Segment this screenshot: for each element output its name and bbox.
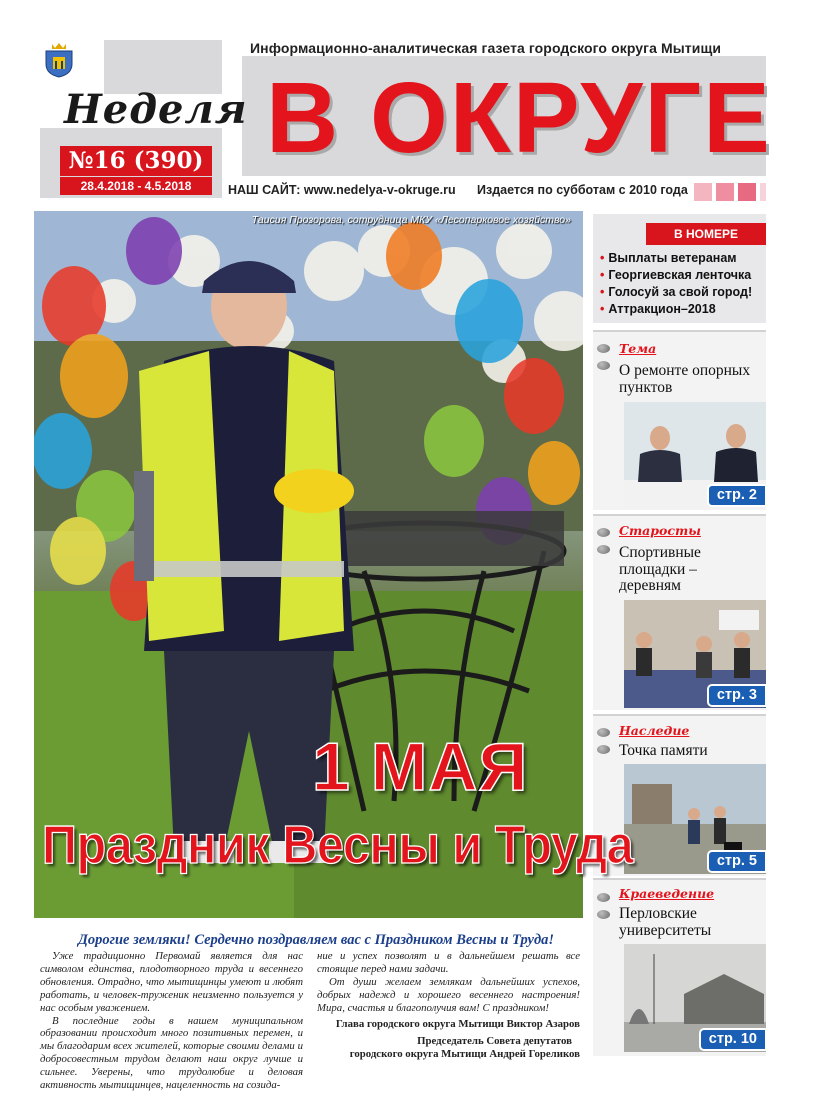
article-category: Наследие (619, 723, 690, 738)
decor-square (716, 183, 734, 201)
article-category: Старосты (619, 523, 701, 538)
greeting-paragraph: ние и успех позволят и в дальнейшем решать все стоящие перед нами задачи. (317, 950, 580, 975)
article-category: Тема (619, 341, 657, 356)
in-issue-label: В НОМЕРЕ (646, 223, 766, 245)
issue-dates: 28.4.2018 - 4.5.2018 (60, 177, 212, 195)
page-badge[interactable]: стр. 3 (709, 686, 765, 705)
article-thumbnail[interactable] (624, 944, 766, 1052)
masthead-title: В ОКРУГЕ (266, 62, 772, 174)
article-title[interactable]: Перловские университеты (619, 905, 712, 939)
decor-square (760, 183, 766, 201)
in-issue-list (600, 250, 752, 318)
bullet-icon: • (600, 251, 605, 265)
decor-square (694, 183, 712, 201)
greeting-column-1 (40, 950, 303, 1092)
bullet-icon: • (600, 268, 605, 282)
brand-small: Неделя (64, 86, 248, 133)
signature-council-name: городского округа Мытищи Андрей Гореликов (349, 1048, 580, 1060)
tagline: Информационно-аналитическая газета городского округа Мытищи (250, 40, 722, 56)
article-title[interactable]: Спортивные площадки – деревням (619, 544, 701, 594)
page-badge[interactable]: стр. 10 (701, 1030, 765, 1049)
headline-holiday: Праздник Весны и Труда (42, 815, 634, 875)
photo-caption: Таисия Прозорова, сотрудница МКУ «Лесопарковое хозяйство» (251, 214, 571, 226)
issue-number: №16 (390) (60, 146, 212, 176)
cover-illustration (34, 211, 583, 918)
greeting-paragraph: В последние годы в нашем муниципальном образовании происходит много позитивных перемен, и мы благодарим всех жителей, которые своими делами и добросовестным трудом делают наш округ лучше и сильнее. Уверены, что трудолюбие и деловая активность мытищинцев, нацеленность на созида- (40, 1014, 303, 1092)
decor-square (738, 183, 756, 201)
article-category: Краеведение (619, 886, 715, 901)
headline-date: 1 МАЯ (312, 729, 529, 805)
article-thumbnail[interactable] (624, 402, 766, 508)
coat-of-arms-icon (44, 42, 74, 78)
publishing-info: Издается по субботам с 2010 года (477, 183, 688, 197)
signature-council-title: Председатель Совета депутатов (417, 1035, 572, 1047)
bullet-icon: • (600, 285, 605, 299)
article-thumbnail[interactable] (624, 600, 766, 708)
bullet-icons (597, 893, 613, 927)
greeting-paragraph: От души желаем землякам дальнейших успехов, добрых надежд и хорошего весеннего настроения! Мира, счастья и благополучия вам! С праздником! (317, 975, 580, 1014)
article-thumbnail[interactable] (624, 764, 766, 874)
website-link[interactable]: НАШ САЙТ: www.nedelya-v-okruge.ru (228, 183, 456, 197)
bullet-icon: • (600, 302, 605, 316)
in-issue-item[interactable]: • Георгиевская ленточка (600, 268, 752, 282)
page-badge[interactable]: стр. 5 (709, 852, 765, 871)
page-badge[interactable]: стр. 2 (709, 486, 765, 505)
in-issue-item[interactable]: • Аттракцион–2018 (600, 302, 716, 316)
in-issue-item[interactable]: • Выплаты ветеранам (600, 251, 737, 265)
article-title[interactable]: О ремонте опорных пунктов (619, 362, 751, 396)
bullet-icons (597, 528, 613, 562)
bullet-icons (597, 344, 613, 378)
article-title[interactable]: Точка памяти (619, 742, 708, 759)
bullet-icons (597, 728, 613, 762)
cover-photo (34, 211, 583, 918)
in-issue-item[interactable]: • Голосуй за свой город! (600, 285, 753, 299)
greeting-title: Дорогие земляки! Сердечно поздравляем вас с Праздником Весны и Труда! (77, 932, 555, 948)
greeting-paragraph: Уже традиционно Первомай является для нас символом единства, плодотворного труда и весеннего обновления. Отрадно, что мытищинцы умеют и любят работать, и человек-труженик неизменно пользуется у нас особым уважением. (40, 950, 303, 1014)
signature-mayor: Глава городского округа Мытищи Виктор Азаров (335, 1018, 580, 1030)
